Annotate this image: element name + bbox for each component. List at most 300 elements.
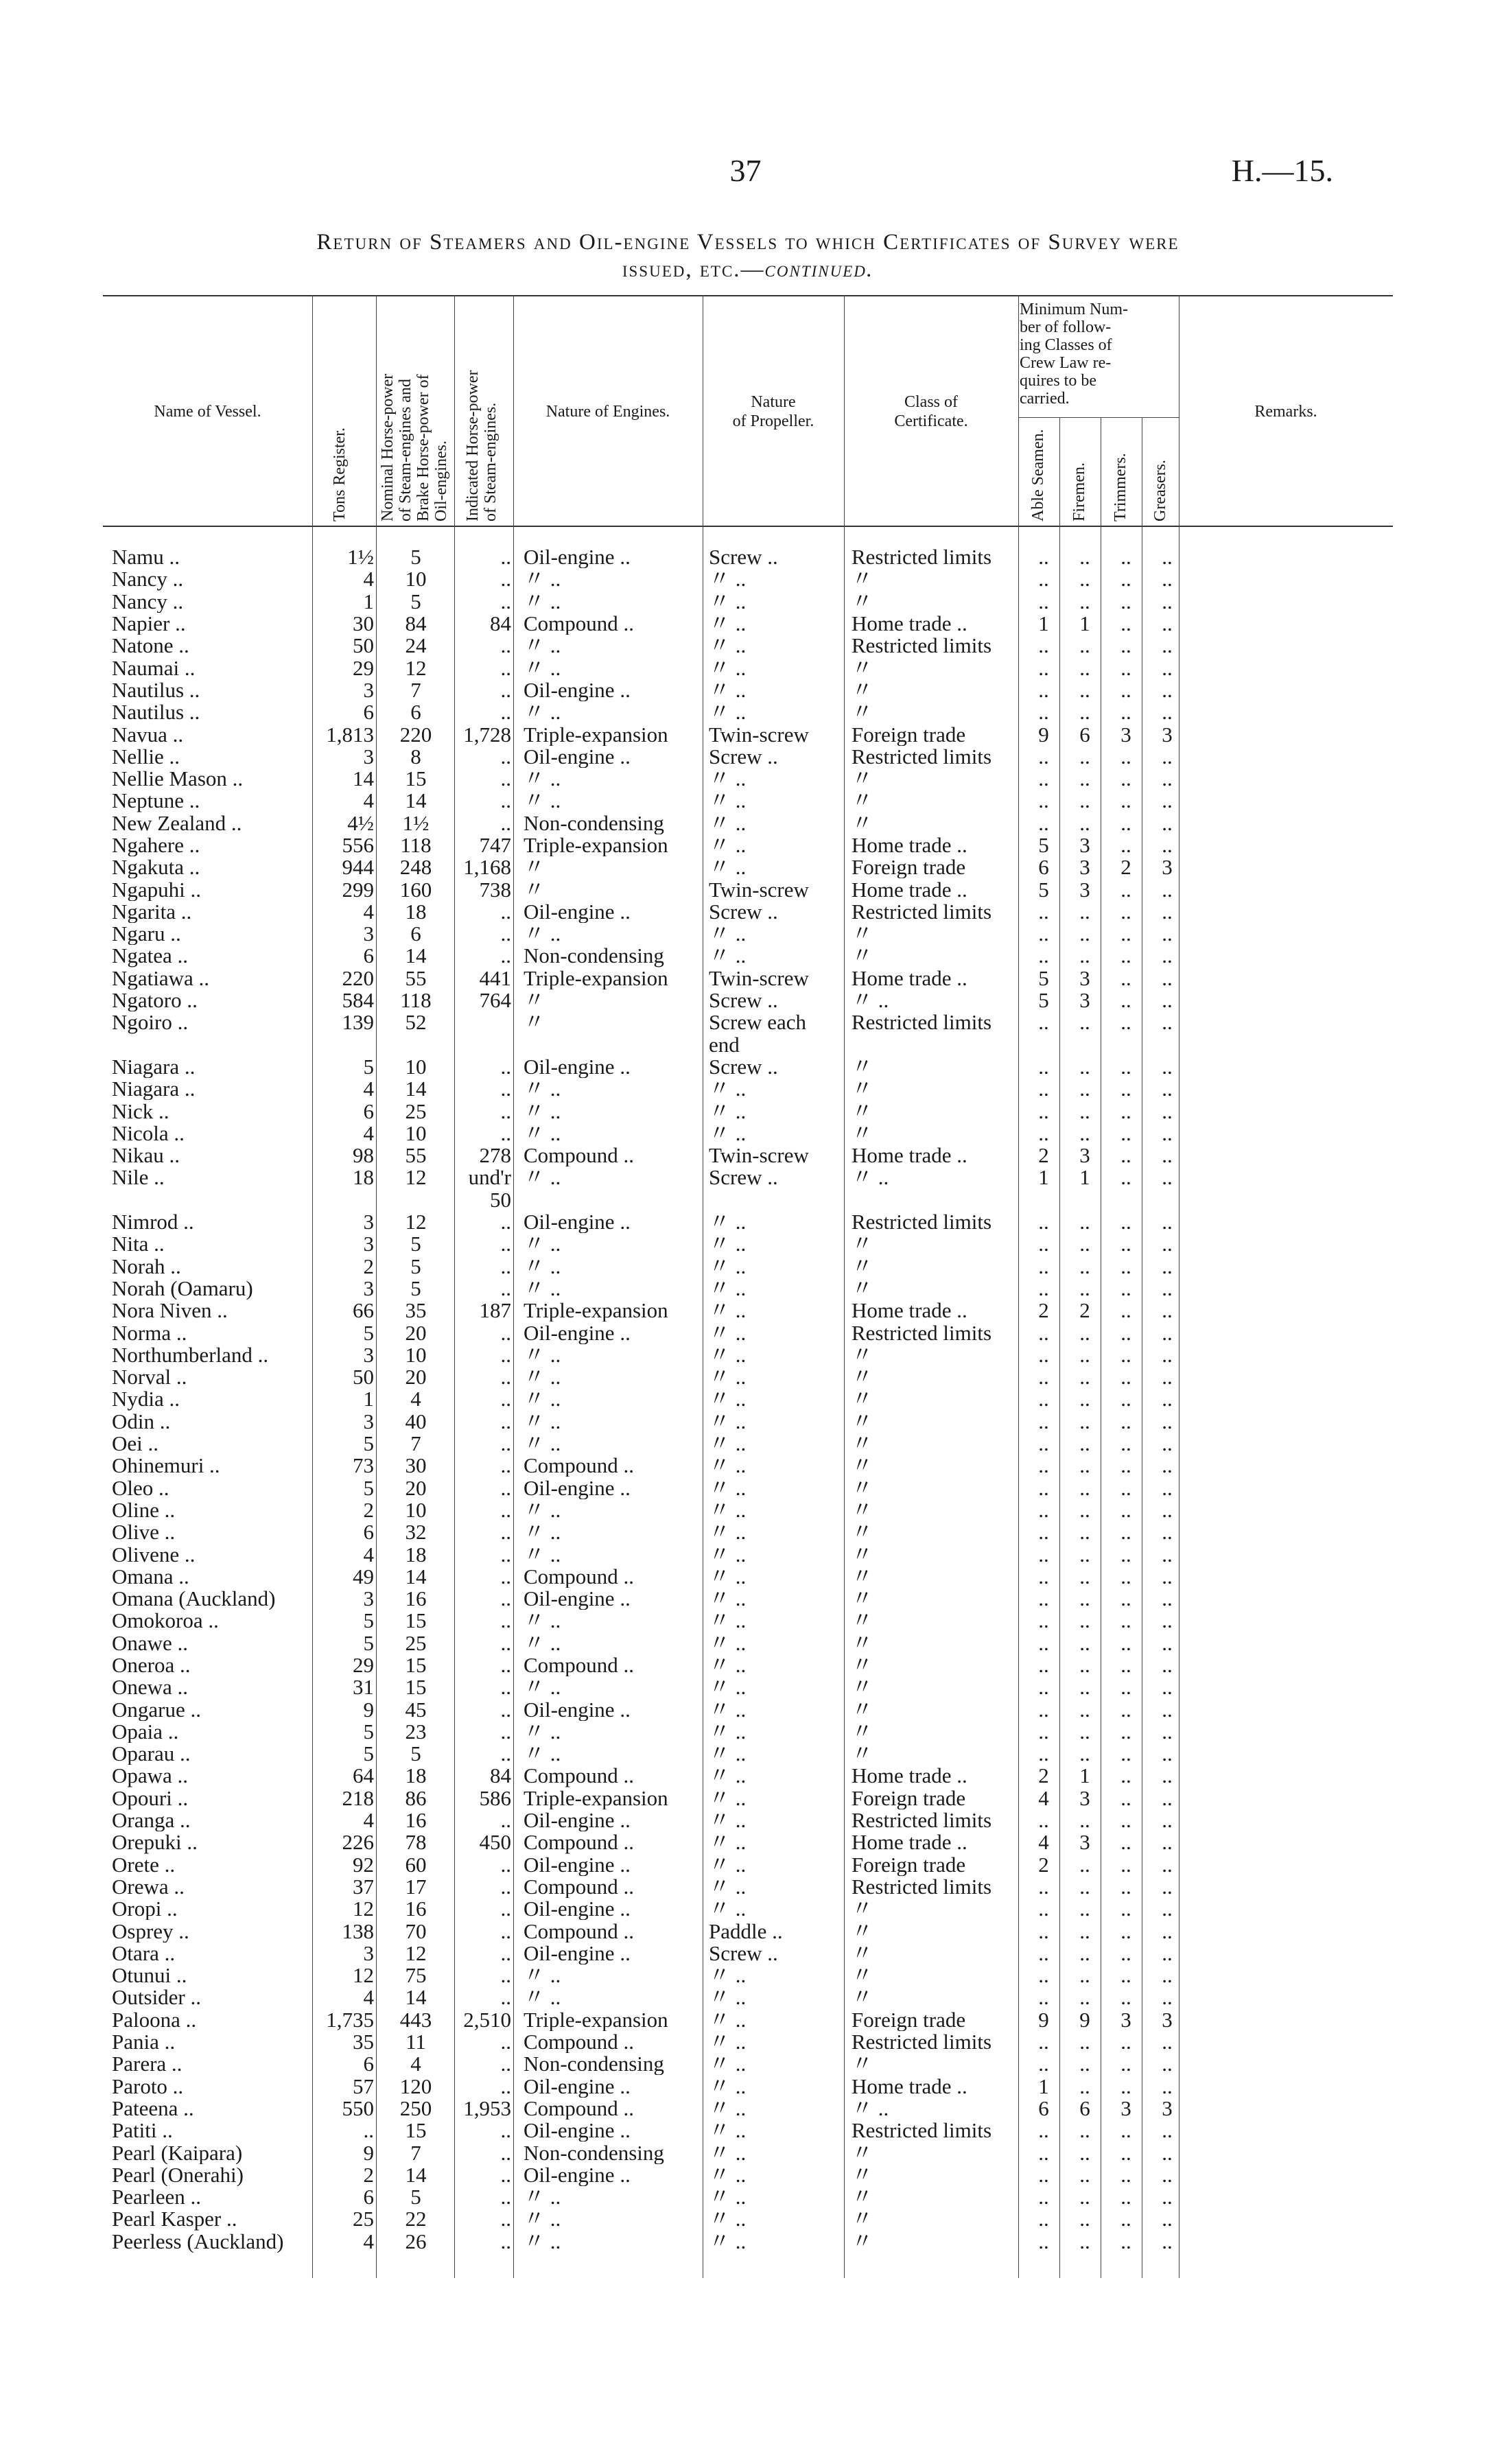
able-seamen-cell: .. xyxy=(1038,1964,1049,1987)
trimmers-cell: .. xyxy=(1120,1277,1131,1300)
header-top-rule xyxy=(103,295,1393,296)
vessel-name-cell: Norah (Oamaru) xyxy=(112,1277,253,1300)
greasers-cell: .. xyxy=(1162,635,1173,657)
firemen-cell: .. xyxy=(1079,1322,1090,1344)
trimmers-cell: .. xyxy=(1120,590,1131,613)
nominal-hp-cell: 4 xyxy=(410,1388,421,1411)
indicated-hp-cell: .. xyxy=(500,1587,511,1610)
trimmers-cell: .. xyxy=(1120,1300,1131,1322)
firemen-cell: .. xyxy=(1079,1720,1090,1744)
able-seamen-cell: 1 xyxy=(1038,2075,1049,2098)
nominal-hp-cell: 16 xyxy=(405,1809,427,1832)
able-seamen-cell: 5 xyxy=(1038,967,1049,989)
indicated-hp-cell: .. xyxy=(500,1853,511,1876)
engine-type-cell xyxy=(514,1034,701,1056)
nominal-hp-cell: 18 xyxy=(405,1765,427,1787)
able-seamen-cell: 6 xyxy=(1038,2097,1049,2120)
certificate-class-cell: 〃 xyxy=(852,1720,873,1744)
nominal-hp-cell: 7 xyxy=(410,679,421,702)
greasers-cell: .. xyxy=(1162,1809,1173,1832)
engine-type-cell: Compound .. xyxy=(524,1765,635,1787)
vessel-name-cell: Nikau .. xyxy=(112,1145,180,1167)
firemen-cell xyxy=(1064,1034,1105,1056)
propeller-type-cell: Screw .. xyxy=(709,546,778,569)
able-seamen-cell: .. xyxy=(1038,2120,1049,2142)
able-seamen-cell: .. xyxy=(1038,1477,1049,1499)
certificate-class-cell: 〃 xyxy=(852,1388,873,1411)
certificate-class-cell: 〃 xyxy=(852,1898,873,1921)
nominal-hp-cell: 118 xyxy=(400,834,432,857)
nominal-hp-cell: 15 xyxy=(405,1610,427,1632)
certificate-class-cell: 〃 xyxy=(852,701,873,724)
propeller-type-cell: 〃 .. xyxy=(709,2208,747,2231)
trimmers-cell: .. xyxy=(1120,834,1131,857)
trimmers-cell: .. xyxy=(1120,1875,1131,1899)
certificate-class-cell: 〃 xyxy=(852,1432,873,1455)
firemen-cell: 3 xyxy=(1079,1787,1090,1809)
able-seamen-cell: .. xyxy=(1038,790,1049,812)
trimmers-cell: .. xyxy=(1120,790,1131,812)
trimmers-cell: .. xyxy=(1120,1543,1131,1566)
indicated-hp-cell: .. xyxy=(500,1610,511,1632)
firemen-cell: .. xyxy=(1079,1499,1090,1522)
trimmers-cell: .. xyxy=(1120,1521,1131,1544)
tons-register-cell: 6 xyxy=(363,2053,374,2076)
greasers-cell: .. xyxy=(1162,1942,1173,1964)
firemen-cell: .. xyxy=(1079,635,1090,657)
certificate-class-cell: Restricted limits xyxy=(852,546,992,569)
firemen-cell: 3 xyxy=(1079,1831,1090,1854)
able-seamen-cell: .. xyxy=(1038,1233,1049,1256)
page-reference: H.—15. xyxy=(1231,153,1333,188)
able-seamen-cell: .. xyxy=(1038,679,1049,702)
nominal-hp-cell: 5 xyxy=(410,1277,421,1300)
able-seamen-cell: .. xyxy=(1038,635,1049,657)
propeller-type-cell: end xyxy=(709,1033,740,1056)
engine-type-cell: 〃 .. xyxy=(524,590,561,613)
nominal-hp-cell: 10 xyxy=(405,568,427,591)
firemen-cell: .. xyxy=(1079,2053,1090,2076)
engine-type-cell: Triple-expansion xyxy=(524,2008,668,2031)
able-seamen-cell: .. xyxy=(1038,1078,1049,1101)
certificate-class-cell: Home trade .. xyxy=(852,967,967,989)
trimmers-cell: .. xyxy=(1120,2208,1131,2231)
header-propeller-line: of Propeller. xyxy=(732,412,814,430)
table-row xyxy=(112,1943,1188,1964)
able-seamen-cell: .. xyxy=(1038,1210,1049,1234)
firemen-cell: .. xyxy=(1079,1543,1090,1566)
engine-type-cell: 〃 .. xyxy=(524,1543,561,1566)
tons-register-cell: 6 xyxy=(363,945,374,967)
nominal-hp-cell: 250 xyxy=(399,2097,432,2120)
vessel-name-cell: Nautilus .. xyxy=(112,679,200,702)
nominal-hp-cell: 14 xyxy=(405,790,427,812)
table-row xyxy=(112,591,1188,613)
vessel-name-cell: Oparau .. xyxy=(112,1743,191,1765)
trimmers-cell: .. xyxy=(1120,568,1131,591)
firemen-cell: .. xyxy=(1079,1898,1090,1921)
trimmers-cell: .. xyxy=(1120,1565,1131,1588)
indicated-hp-cell: .. xyxy=(500,1964,511,1987)
table-row xyxy=(112,723,1188,745)
certificate-class-cell: 〃 xyxy=(852,2185,873,2209)
engine-type-cell: 〃 .. xyxy=(524,568,561,591)
vessel-table xyxy=(112,546,1188,2253)
propeller-type-cell: 〃 .. xyxy=(709,1587,747,1610)
propeller-type-cell: 〃 .. xyxy=(709,1410,747,1433)
propeller-type-cell: 〃 .. xyxy=(709,1432,747,1455)
nominal-hp-cell: 12 xyxy=(405,1166,427,1189)
able-seamen-cell: .. xyxy=(1038,2142,1049,2164)
greasers-cell: .. xyxy=(1162,2030,1173,2054)
engine-type-cell: Oil-engine .. xyxy=(524,1477,631,1499)
trimmers-cell: .. xyxy=(1120,967,1131,989)
trimmers-cell: .. xyxy=(1120,1632,1131,1654)
indicated-hp-cell: .. xyxy=(500,1477,511,1499)
table-row xyxy=(112,1654,1188,1676)
nominal-hp-cell: 5 xyxy=(410,590,421,613)
able-seamen-cell: .. xyxy=(1038,1610,1049,1632)
firemen-cell: .. xyxy=(1079,1410,1090,1433)
indicated-hp-cell: .. xyxy=(500,657,511,679)
certificate-class-cell: 〃 xyxy=(852,1365,873,1389)
engine-type-cell: Triple-expansion xyxy=(524,967,668,989)
trimmers-cell: .. xyxy=(1120,1255,1131,1278)
table-row xyxy=(112,546,1188,568)
vessel-name-cell xyxy=(112,1034,312,1056)
firemen-cell: .. xyxy=(1079,1122,1090,1145)
tons-register-cell: 5 xyxy=(363,1055,374,1079)
trimmers-cell xyxy=(1105,1189,1147,1211)
nominal-hp-cell: 12 xyxy=(405,657,427,679)
propeller-type-cell: 〃 .. xyxy=(709,1078,747,1101)
indicated-hp-cell: .. xyxy=(500,1322,511,1344)
tons-register-cell: 6 xyxy=(363,2185,374,2209)
indicated-hp-cell: .. xyxy=(500,2230,511,2253)
indicated-hp-cell: .. xyxy=(500,1432,511,1455)
header-nominal xyxy=(379,374,450,521)
indicated-hp-cell: .. xyxy=(500,1565,511,1588)
tons-register-cell: 3 xyxy=(363,679,374,702)
trimmers-cell: .. xyxy=(1120,1166,1131,1189)
engine-type-cell: 〃 xyxy=(524,1011,545,1034)
engine-type-cell: 〃 .. xyxy=(524,1255,561,1278)
greasers-cell: .. xyxy=(1162,1964,1173,1987)
table-row xyxy=(112,1632,1188,1654)
table-row xyxy=(112,1211,1188,1233)
indicated-hp-cell: .. xyxy=(500,1942,511,1964)
engine-type-cell: Triple-expansion xyxy=(524,834,668,857)
firemen-cell: 9 xyxy=(1079,2008,1090,2031)
engine-type-cell: Non-condensing xyxy=(524,2053,664,2076)
able-seamen-cell: 9 xyxy=(1038,723,1049,746)
engine-type-cell: Oil-engine .. xyxy=(524,2163,631,2186)
greasers-cell: .. xyxy=(1162,1477,1173,1499)
propeller-type-cell: 〃 .. xyxy=(709,1698,747,1721)
indicated-hp-cell: .. xyxy=(500,1100,511,1123)
certificate-class-cell: Foreign trade xyxy=(852,856,966,879)
propeller-type-cell: 〃 .. xyxy=(709,1277,747,1300)
indicated-hp-cell: .. xyxy=(500,1743,511,1765)
greasers-cell: .. xyxy=(1162,2075,1173,2098)
tons-register-cell: 4 xyxy=(363,900,374,924)
engine-type-cell xyxy=(514,1189,701,1211)
propeller-type-cell: 〃 .. xyxy=(709,590,747,613)
tons-register-cell: 3 xyxy=(363,1587,374,1610)
indicated-hp-cell: .. xyxy=(500,1499,511,1522)
tons-register-cell: 3 xyxy=(363,745,374,768)
engine-type-cell: Oil-engine .. xyxy=(524,1322,631,1344)
engine-type-cell: Oil-engine .. xyxy=(524,745,631,768)
vessel-name-cell: Omana (Auckland) xyxy=(112,1587,276,1610)
header-trimmers: Trimmers. xyxy=(1112,453,1129,521)
nominal-hp-cell: 12 xyxy=(405,1210,427,1234)
trimmers-cell: .. xyxy=(1120,1986,1131,2009)
indicated-hp-cell: .. xyxy=(500,1920,511,1943)
greasers-cell: .. xyxy=(1162,1521,1173,1544)
tons-register-cell: 9 xyxy=(363,2142,374,2164)
trimmers-cell: .. xyxy=(1120,1765,1131,1787)
certificate-class-cell: 〃 xyxy=(852,2230,873,2253)
greasers-cell: .. xyxy=(1162,1344,1173,1366)
able-seamen-cell: .. xyxy=(1038,1720,1049,1744)
greasers-cell: .. xyxy=(1162,945,1173,967)
able-seamen-cell: .. xyxy=(1038,1543,1049,1566)
table-row xyxy=(112,1765,1188,1787)
header-nominal-line: Oil-engines. xyxy=(432,441,450,521)
tons-register-cell: 4 xyxy=(363,790,374,812)
greasers-cell: .. xyxy=(1162,1587,1173,1610)
table-row xyxy=(112,1743,1188,1765)
trimmers-cell: .. xyxy=(1120,1078,1131,1101)
indicated-hp-cell: .. xyxy=(500,1210,511,1234)
vessel-name-cell: Onawe .. xyxy=(112,1632,189,1654)
trimmers-cell: .. xyxy=(1120,1388,1131,1411)
table-row xyxy=(112,2164,1188,2186)
greasers-cell: .. xyxy=(1162,1055,1173,1079)
tons-register-cell: 5 xyxy=(363,1477,374,1499)
greasers-cell: .. xyxy=(1162,1078,1173,1101)
tons-register-cell: 25 xyxy=(353,2208,374,2231)
able-seamen-cell: .. xyxy=(1038,701,1049,724)
engine-type-cell: 〃 .. xyxy=(524,1432,561,1455)
nominal-hp-cell: 160 xyxy=(399,878,432,901)
nominal-hp-cell: 248 xyxy=(399,856,432,879)
tons-register-cell: 3 xyxy=(363,923,374,946)
able-seamen-cell: .. xyxy=(1038,1587,1049,1610)
greasers-cell: 3 xyxy=(1162,723,1173,746)
indicated-hp-cell: .. xyxy=(500,1875,511,1899)
trimmers-cell: .. xyxy=(1120,878,1131,901)
greasers-cell: .. xyxy=(1162,834,1173,857)
firemen-cell: .. xyxy=(1079,590,1090,613)
firemen-cell: .. xyxy=(1079,1521,1090,1544)
propeller-type-cell: 〃 .. xyxy=(709,923,747,946)
indicated-hp-cell: .. xyxy=(500,1365,511,1389)
indicated-hp-cell: .. xyxy=(500,1632,511,1654)
table-row xyxy=(112,2098,1188,2120)
table-row xyxy=(112,1100,1188,1122)
header-crew-line: ber of follow- xyxy=(1020,318,1112,336)
propeller-type-cell: Twin-screw xyxy=(709,723,809,746)
greasers-cell: .. xyxy=(1162,1853,1173,1876)
propeller-type-cell: Twin-screw xyxy=(709,967,809,989)
certificate-class-cell: Foreign trade xyxy=(852,1853,966,1876)
able-seamen-cell: .. xyxy=(1038,2230,1049,2253)
indicated-hp-cell: .. xyxy=(500,945,511,967)
able-seamen-cell: .. xyxy=(1038,812,1049,834)
trimmers-cell: .. xyxy=(1120,1853,1131,1876)
tons-register-cell: 31 xyxy=(353,1676,374,1699)
table-row xyxy=(112,613,1188,635)
tons-register-cell: 2 xyxy=(363,2163,374,2186)
table-row xyxy=(112,812,1188,834)
trimmers-cell: .. xyxy=(1120,1610,1131,1632)
firemen-cell: .. xyxy=(1079,1676,1090,1699)
indicated-hp-cell: 586 xyxy=(479,1787,511,1809)
greasers-cell: .. xyxy=(1162,989,1173,1012)
trimmers-cell: .. xyxy=(1120,923,1131,946)
engine-type-cell: Triple-expansion xyxy=(524,723,668,746)
tons-register-cell: 29 xyxy=(353,657,374,679)
nominal-hp-cell: 18 xyxy=(405,1543,427,1566)
trimmers-cell: 3 xyxy=(1120,2097,1131,2120)
engine-type-cell: 〃 .. xyxy=(524,2185,561,2209)
tons-register-cell: 14 xyxy=(353,767,374,790)
propeller-type-cell: 〃 .. xyxy=(709,701,747,724)
header-propeller-line: Nature xyxy=(751,393,796,411)
vessel-name-cell: Ngakuta .. xyxy=(112,856,200,879)
engine-type-cell: Oil-engine .. xyxy=(524,1587,631,1610)
indicated-hp-cell: 1,168 xyxy=(463,856,511,879)
table-row xyxy=(112,1831,1188,1853)
able-seamen-cell: .. xyxy=(1038,1455,1049,1477)
able-seamen-cell: .. xyxy=(1038,1654,1049,1677)
able-seamen-cell: .. xyxy=(1038,2053,1049,2076)
indicated-hp-cell: .. xyxy=(500,790,511,812)
table-row xyxy=(112,1256,1188,1278)
greasers-cell: .. xyxy=(1162,1410,1173,1433)
tons-register-cell: 556 xyxy=(342,834,374,857)
greasers-cell: .. xyxy=(1162,1166,1173,1189)
trimmers-cell: .. xyxy=(1120,1233,1131,1256)
indicated-hp-cell: .. xyxy=(500,900,511,924)
indicated-hp-cell: .. xyxy=(500,568,511,591)
certificate-class-cell: 〃 xyxy=(852,1233,873,1256)
propeller-type-cell: 〃 .. xyxy=(709,856,747,879)
header-name: Name of Vessel. xyxy=(154,403,261,421)
able-seamen-cell: 1 xyxy=(1038,1166,1049,1189)
vessel-name-cell: Navua .. xyxy=(112,723,184,746)
certificate-class-cell: 〃 xyxy=(852,2208,873,2231)
vessel-name-cell: Olivene .. xyxy=(112,1543,196,1566)
certificate-class-cell: Restricted limits xyxy=(852,2120,992,2142)
firemen-cell: .. xyxy=(1079,1078,1090,1101)
able-seamen-cell: 4 xyxy=(1038,1787,1049,1809)
header-able-seamen xyxy=(1029,429,1047,521)
table-row xyxy=(112,1433,1188,1455)
trimmers-cell: .. xyxy=(1120,657,1131,679)
trimmers-cell: .. xyxy=(1120,2075,1131,2098)
able-seamen-cell: .. xyxy=(1038,657,1049,679)
indicated-hp-cell: 278 xyxy=(479,1145,511,1167)
propeller-type-cell: 〃 .. xyxy=(709,1565,747,1588)
nominal-hp-cell: 10 xyxy=(405,1055,427,1079)
tons-register-cell: 92 xyxy=(353,1853,374,1876)
vessel-name-cell: Opaia .. xyxy=(112,1720,179,1744)
firemen-cell: .. xyxy=(1079,1210,1090,1234)
able-seamen-cell: .. xyxy=(1038,945,1049,967)
certificate-class-cell: 〃 xyxy=(852,790,873,812)
vessel-name-cell: Nita .. xyxy=(112,1233,165,1256)
engine-type-cell: Compound .. xyxy=(524,1565,635,1588)
vessel-name-cell: Niagara .. xyxy=(112,1055,196,1079)
engine-type-cell: 〃 .. xyxy=(524,1964,561,1987)
tons-register-cell: 12 xyxy=(353,1964,374,1987)
engine-type-cell: Oil-engine .. xyxy=(524,1853,631,1876)
able-seamen-cell: .. xyxy=(1038,1122,1049,1145)
tons-register-cell: 57 xyxy=(353,2075,374,2098)
able-seamen-cell: .. xyxy=(1038,1942,1049,1964)
trimmers-cell: .. xyxy=(1120,2185,1131,2209)
greasers-cell: .. xyxy=(1162,1233,1173,1256)
table-row xyxy=(112,2186,1188,2208)
certificate-class-cell: 〃 xyxy=(852,1986,873,2009)
certificate-class-cell xyxy=(846,1189,1023,1211)
propeller-type-cell: 〃 .. xyxy=(709,1720,747,1744)
certificate-class-cell: Home trade .. xyxy=(852,1145,967,1167)
table-row xyxy=(112,856,1188,878)
nominal-hp-cell: 15 xyxy=(405,767,427,790)
tons-register-cell: 226 xyxy=(342,1831,374,1854)
tons-register-cell: 37 xyxy=(353,1875,374,1899)
header-crew-line: carried. xyxy=(1020,390,1070,408)
able-seamen-cell: .. xyxy=(1038,1365,1049,1389)
propeller-type-cell: 〃 .. xyxy=(709,568,747,591)
engine-type-cell: 〃 .. xyxy=(524,1676,561,1699)
vessel-name-cell: Ngahere .. xyxy=(112,834,200,857)
vessel-name-cell: Ohinemuri .. xyxy=(112,1455,220,1477)
certificate-class-cell: 〃 xyxy=(852,1565,873,1588)
greasers-cell: .. xyxy=(1162,1365,1173,1389)
engine-type-cell: Compound .. xyxy=(524,1455,635,1477)
nominal-hp-cell: 84 xyxy=(405,612,427,635)
trimmers-cell: 3 xyxy=(1120,723,1131,746)
tons-register-cell: 138 xyxy=(342,1920,374,1943)
nominal-hp-cell: 60 xyxy=(405,1853,427,1876)
tons-register-cell: 139 xyxy=(342,1011,374,1034)
nominal-hp-cell: 32 xyxy=(405,1521,427,1544)
indicated-hp-cell: .. xyxy=(500,2185,511,2209)
able-seamen-cell: .. xyxy=(1038,1255,1049,1278)
header-certificate-line: Class of xyxy=(904,393,958,411)
able-seamen-cell: .. xyxy=(1038,2185,1049,2209)
tons-register-cell: 5 xyxy=(363,1720,374,1744)
propeller-type-cell: Screw .. xyxy=(709,745,778,768)
crew-group-rule xyxy=(1018,417,1179,418)
firemen-cell: .. xyxy=(1079,2185,1090,2209)
nominal-hp-cell: 220 xyxy=(399,723,432,746)
firemen-cell: .. xyxy=(1079,1365,1090,1389)
nominal-hp-cell: 52 xyxy=(405,1011,427,1034)
trimmers-cell: .. xyxy=(1120,900,1131,924)
table-row xyxy=(112,1322,1188,1344)
vessel-name-cell: Naumai .. xyxy=(112,657,196,679)
greasers-cell: .. xyxy=(1162,2208,1173,2231)
engine-type-cell: 〃 .. xyxy=(524,2208,561,2231)
propeller-type-cell: 〃 .. xyxy=(709,1210,747,1234)
nominal-hp-cell: 86 xyxy=(405,1787,427,1809)
